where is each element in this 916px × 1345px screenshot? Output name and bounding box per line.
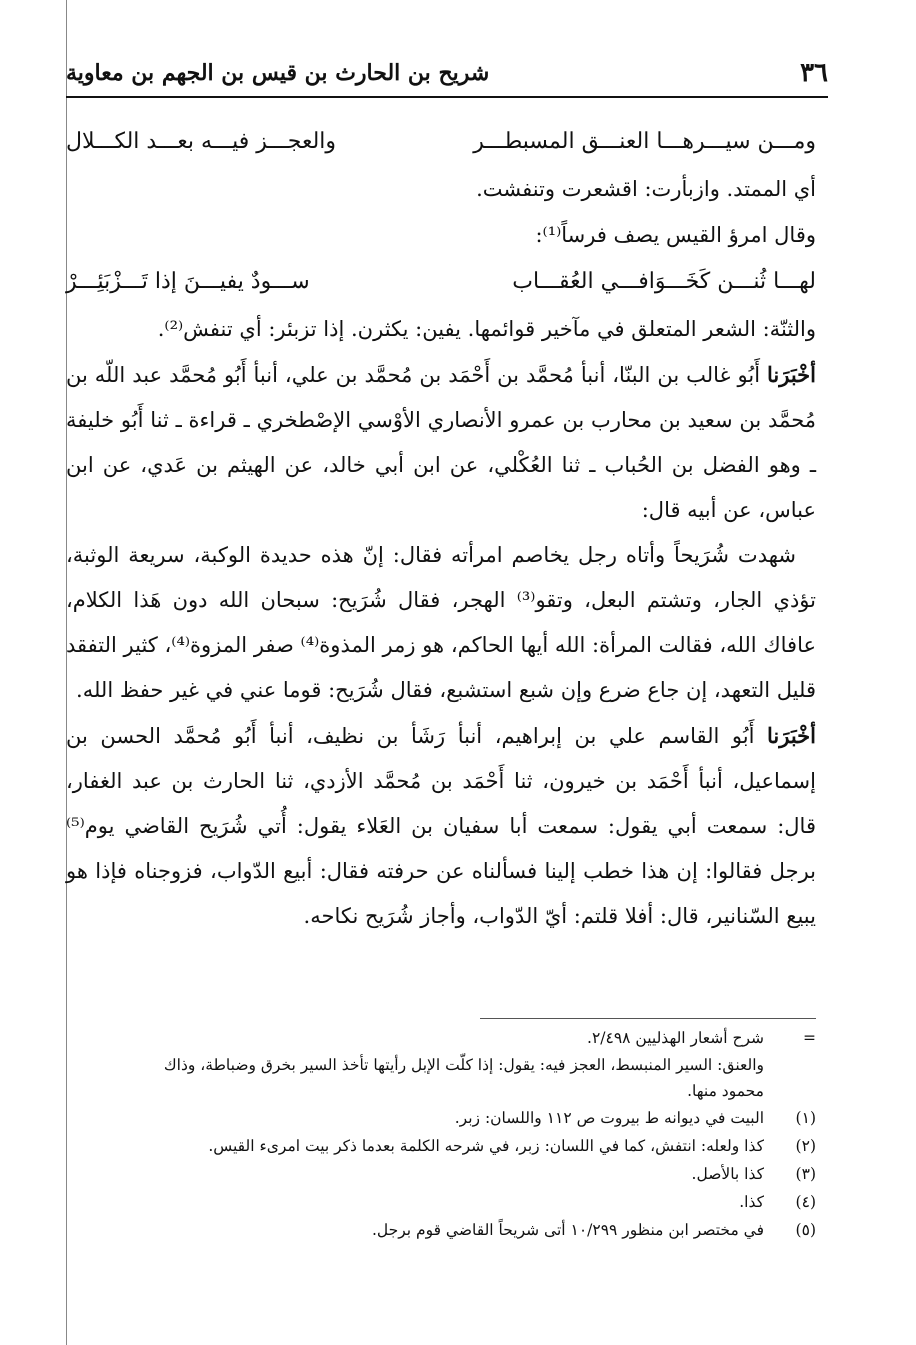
verse-second-hemistich: ســـودٌ يفيـــنَ إذا تَـــزْبَئِـــرْ	[66, 269, 310, 294]
verse-intro: وقال امرؤ القيس يصف فرساً⁽¹⁾:	[535, 223, 816, 247]
footnote-text: البيت في ديوانه ط بيروت ص ١١٢ واللسان: زبر.	[454, 1109, 764, 1127]
verse-line	[66, 258, 816, 306]
narration-paragraph: شهدت شُرَيحاً وأتاه رجل يخاصم امرأته فقال: إنّ هذه حديدة الوكبة، سريعة الوثبة، تؤذي الجار، وتشتم البعل، وتقو⁽³⁾ الهجر، فقال شُرَيح: سبحان الله دون هَذا الكلام، عافاك الله، فقالت المرأة: الله أيها الحاكم، هو زمر المذوة⁽⁴⁾ صفر المزوة⁽⁴⁾، كثير التفقد قليل التعهد، إن جاع ضرع وإن شبع استشبع، فقال شُرَيح: قوما عني في غير حفظ الله.	[66, 543, 816, 702]
akhbarana-lead: أخْبَرَنا	[767, 723, 816, 748]
footnote-rule	[480, 1018, 816, 1019]
footnote	[66, 1132, 816, 1160]
footnote-text: في مختصر ابن منظور ١٠/٢٩٩ أتى شريحاً القاضي قوم برجل.	[371, 1221, 764, 1239]
isnad-paragraph	[66, 352, 816, 533]
footnote-text: كذا بالأصل.	[691, 1165, 764, 1183]
footnote-number: (٢)	[795, 1137, 816, 1155]
footnote-number: (١)	[795, 1109, 816, 1127]
paragraph-text: أَبُو القاسم علي بن إبراهيم، أنبأ رَشَأ بن نظيف، أنبأ أَبُو مُحمَّد الحسن بن إسماعيل، أنبأ أَحْمَد بن خيرون، ثنا أَحْمَد بن مُحمَّد الأزدي، ثنا الحارث بن عبد الغفار، قال: سمعت أبي يقول: سمعت أبا سفيان بن العَلاء يقول: أُتي شُرَيح القاضي يوم⁽⁵⁾ برجل فقالوا: إن هذا خطب إلينا فسألناه عن حرفته فقال: أبيع الدّواب، فزوجناه فإذا هو يبيع السّنانير، قال: أفلا قلتم: أيّ الدّواب، وأجاز شُرَيح نكاحه.	[66, 724, 816, 928]
footnote-number: (٥)	[795, 1221, 816, 1239]
footnote-text: كذا ولعله: انتفش، كما في اللسان: زبر، في شرحه الكلمة بعدما ذكر بيت امرىء القيس.	[208, 1137, 764, 1155]
running-header	[66, 58, 828, 94]
verse-second-hemistich: والعجـــز فيـــه بعـــد الكـــلال	[66, 129, 337, 154]
verse-line	[66, 118, 816, 166]
footnote-text: شرح أشعار الهذليين ٢/٤٩٨.	[587, 1029, 764, 1047]
header-title: شريح بن الحارث بن قيس بن الجهم بن معاوية	[66, 60, 490, 86]
verse-first-hemistich: ومـــن سيـــرهـــا العنـــق المسبطـــر	[473, 129, 816, 154]
footnote-number: (٤)	[795, 1193, 816, 1211]
footnote	[66, 1188, 816, 1216]
footnote	[66, 1160, 816, 1188]
gloss-line: والثنّة: الشعر المتعلق في مآخير قوائمها. يفين: يكثرن. إذا تزبئر: أي تنفش⁽²⁾.	[157, 317, 816, 341]
page-number: ٣٦	[800, 58, 828, 88]
footnote	[66, 1104, 816, 1132]
footnote	[66, 1216, 816, 1244]
footnotes	[66, 1024, 816, 1244]
verse-first-hemistich: لهـــا ثُنـــن كَخَـــوَافـــي العُقـــاب	[512, 269, 816, 294]
main-text	[66, 118, 816, 939]
footnote-text: كذا.	[739, 1193, 764, 1211]
header-rule	[66, 96, 828, 98]
footnote-continuation	[66, 1024, 816, 1052]
isnad-paragraph	[66, 713, 816, 939]
footnote-continuation-line: والعنق: السير المنبسط، العجز فيه: يقول: إذا كلّت الإبل رأيتها تأخذ السير بخرق وضباطة، وذاك	[163, 1056, 764, 1074]
paragraph-text: أَبُو غالب بن البنّا، أنبأ مُحمَّد بن أَحْمَد بن مُحمَّد بن علي، أنبأ أَبُو مُحمَّد عبد اللّه بن مُحمَّد بن سعيد بن محارب بن عمرو الأنصاري الأوْسي الإصْطخري ـ قراءة ـ ثنا أَبُو خليفة ـ وهو الفضل بن الحُباب ـ ثنا العُكْلي، عن ابن أبي خالد، عن الهيثم بن عَدي، عن ابن عباس، عن أبيه قال:	[66, 363, 816, 522]
akhbarana-lead: أخْبَرَنا	[767, 362, 816, 387]
footnote-number: (٣)	[795, 1165, 816, 1183]
gloss-line: أي الممتد. وازبأرت: اقشعرت وتنفشت.	[476, 177, 816, 201]
continuation-mark: =	[803, 1029, 816, 1047]
footnote-continuation-line: محمود منها.	[687, 1082, 764, 1100]
